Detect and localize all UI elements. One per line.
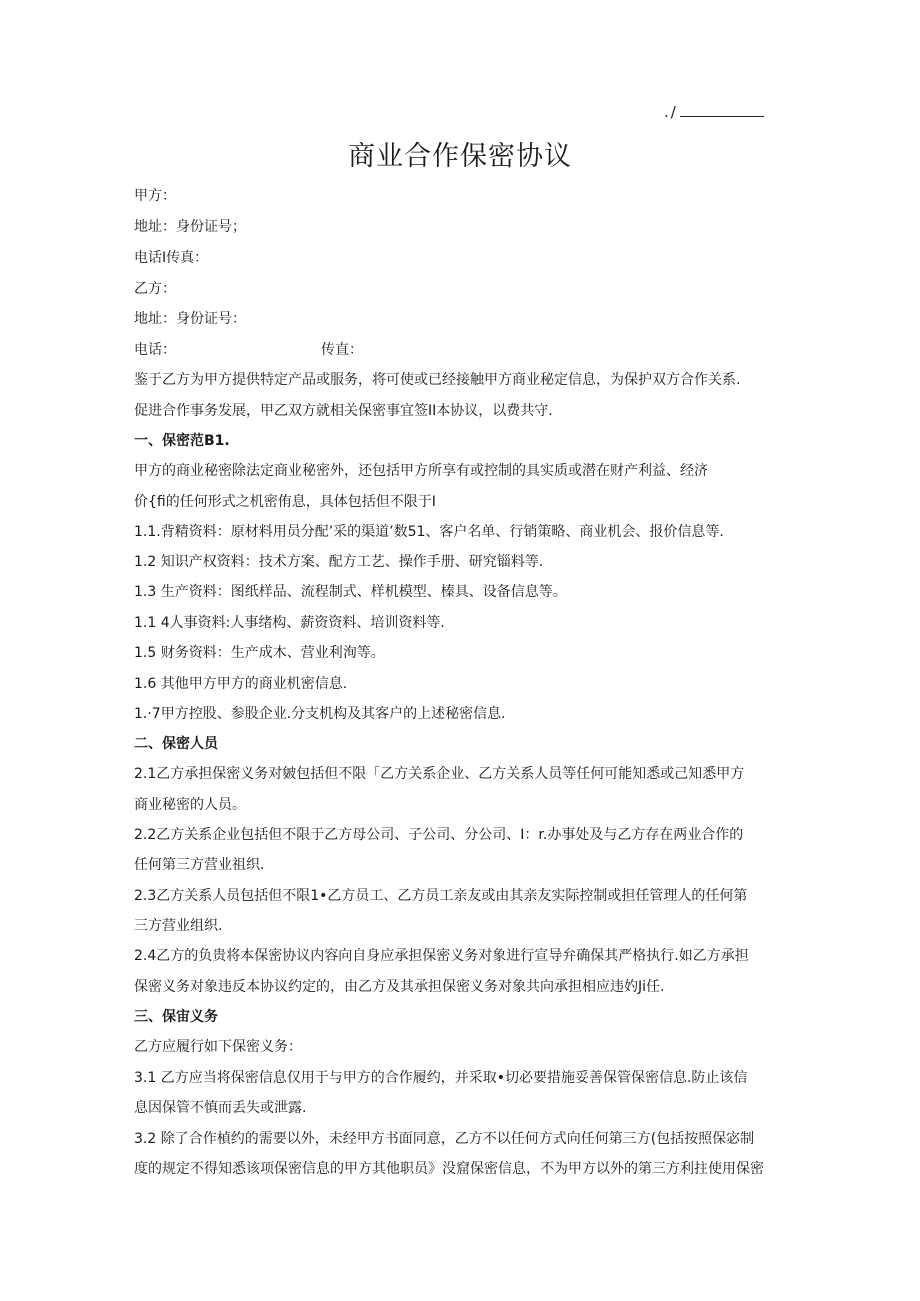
section-2-line: 2.3乙方关系人员包括但不限1•乙方员工、乙方员工亲友或由其亲友实际控制或担任管理人的任何第: [134, 888, 748, 904]
section-2-line: 2.4乙方的负贵将本保密协议内容向自身应承担保密义务对象进行宣导弁确保其严格执行.如乙方承担: [134, 948, 749, 964]
page-number-text: ./: [664, 103, 678, 121]
section-3-line: 3.2 除了合作楨约的需要以外，未经甲方书面同意，乙方不以任何方式向任何第三方(包括按照保宓制: [134, 1131, 755, 1147]
section-3-heading: 三、保宙义务: [134, 1009, 218, 1025]
section-1-intro-line: 甲方的商业秘密除法定商业秘密外，还包括甲方所享有或控制的具实质或潜在财产利益、经济: [134, 463, 708, 479]
section-3-line: 乙方应履行如下保密义务：: [134, 1039, 302, 1055]
section-3-line: 3.1 乙方应当将保密信息仅用于与甲方的合作履约，并采取•切必要措施妥善保管保密信息.防止该信: [134, 1070, 748, 1086]
section-1-heading: 一、保密范B1.: [134, 433, 230, 449]
section-1-item: 1.1 4人事资料:人事绪构、薪资资料、培训资料等.: [134, 615, 445, 631]
page-number-underline: [680, 102, 764, 117]
section-1-item: 1.6 其他甲方甲方的商业机密信息.: [134, 676, 348, 692]
party-a-address-line: 地址：身份证号；: [134, 219, 246, 235]
preamble-line: 促进合作事务发展，甲乙双方就相关保密事宜签II本协议，以费共守.: [134, 403, 553, 419]
section-1-intro-line: 价{fi的任何形式之机密侑息，具体包括但不限于I: [134, 494, 436, 510]
section-2-line: 2.2乙方关系企业包括但不限于乙方母公司、子公司、分公司、I：r.办事处及与乙方存在两业合作的: [134, 827, 744, 843]
party-a-line: 甲方：: [134, 188, 176, 204]
section-1-item: 1.3 生产资料：图纸样品、流程制式、样机模型、榛具、设备信息等。: [134, 584, 567, 600]
section-1-item: 1.·7甲方控股、参股企业.分支机构及其客户的上述秘密信息.: [134, 706, 506, 722]
party-b-address-line: 地址：身份证号：: [134, 311, 246, 327]
party-b-phone: 电话：: [134, 342, 176, 358]
party-b-line: 乙方：: [134, 281, 176, 297]
section-1-item: 1.5 财务资料：生产成木、营业利洵等。: [134, 645, 385, 661]
section-2-line: 2.1乙方承担保密义务对皴包括但不限「乙方关系企业、乙方关系人员等任何可能知悉或己知悉甲方: [134, 766, 745, 782]
section-3-line: 息因保管不慎而丢失或泄露.: [134, 1100, 307, 1116]
section-3-line: 度的规定不得知悉该项保密信息的甲方其他职员》没窟保密信息，不为甲方以外的第三方利拄使用保密: [134, 1161, 764, 1177]
section-2-line: 任何第三方营业祖织.: [134, 857, 265, 873]
section-2-heading: 二、保密人员: [134, 736, 218, 752]
page-number-mark: [664, 102, 764, 121]
section-2-line: 保密义务对象违反本协议约定的，由乙方及其承担保密义务对象共向承担相应违妁Ji任.: [134, 979, 665, 995]
section-1-item: 1.2 知识产权资料：技术方案、配方工艺、操作手册、研究锱料等.: [134, 554, 544, 570]
preamble-line: 鉴于乙方为甲方提供特定产品或服务，将可使或已经接触甲方商业秘定信息，为保护双方合作关系.: [134, 372, 741, 388]
section-2-line: 商业秘密的人员。: [134, 797, 246, 813]
document-title: 商业合作保密协议: [348, 141, 572, 172]
section-1-item: 1.1.背精资料：原材料用员分配’采的渠道’数51、客户名单、行销策略、商业机会、报价信息等.: [134, 524, 724, 540]
party-b-fax: 传直：: [321, 342, 363, 358]
section-2-line: 三方营业组织.: [134, 918, 223, 934]
party-b-phone-fax-line: [134, 340, 363, 360]
party-a-phone-fax-line: 电话I传真：: [134, 250, 209, 266]
